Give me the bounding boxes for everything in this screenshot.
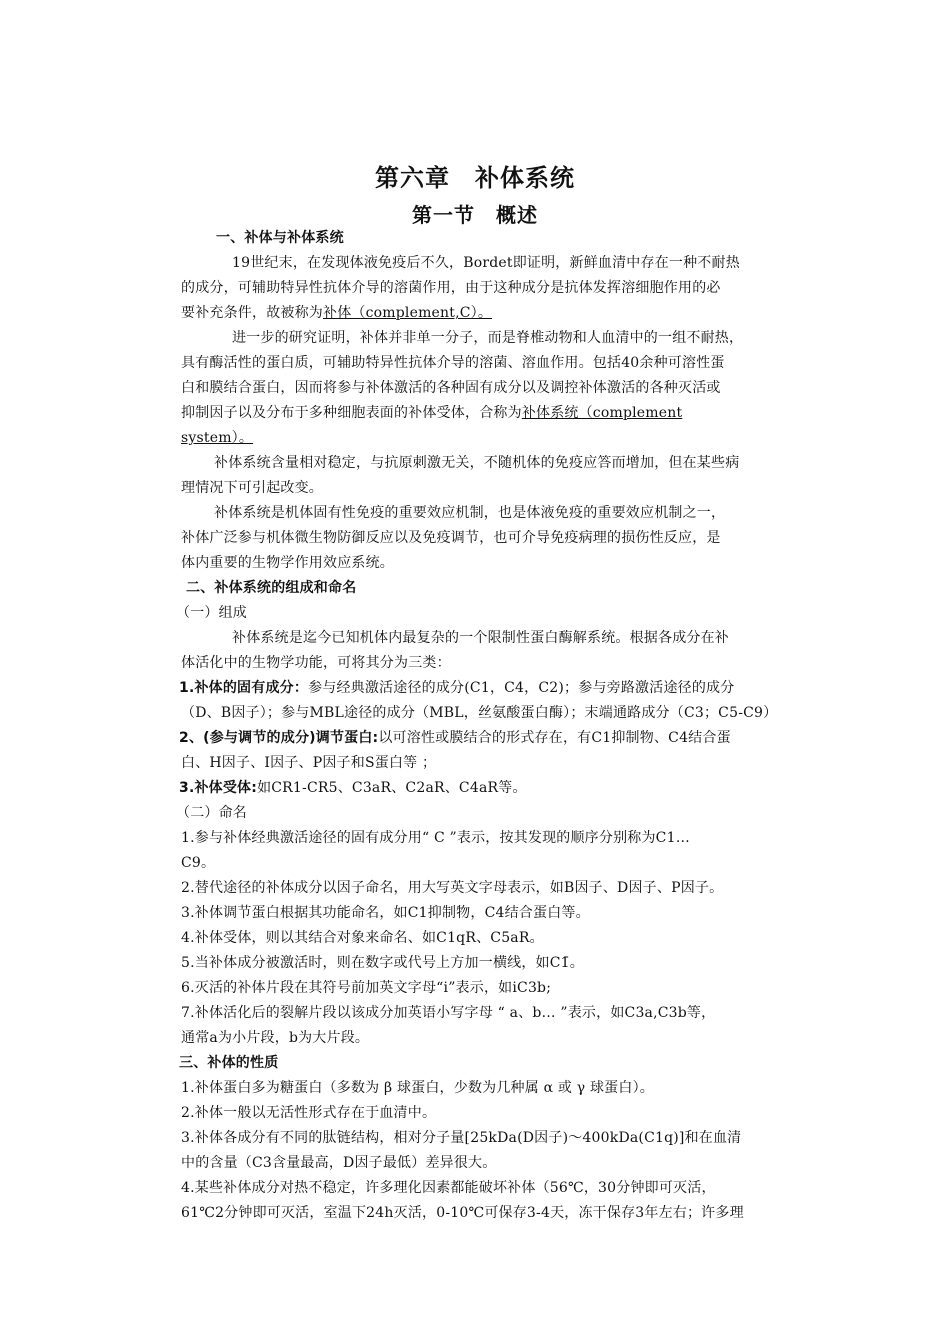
text-run: 要补充条件，故被称为 (181, 305, 323, 321)
paragraph-line (179, 679, 734, 697)
paragraph-line: （D、B因子）；参与MBL途径的成分（MBL，丝氨酸蛋白酶）；末端通路成分（C3；C5-C9） (181, 705, 778, 721)
paragraph-line (181, 304, 492, 322)
paragraph-line: 4.某些补体成分对热不稳定，许多理化因素都能破坏补体（56℃，30分钟即可灭活， (181, 1180, 716, 1196)
paragraph-line: 3.补体各成分有不同的肽链结构，相对分子量[25kDa(D因子)～400kDa(C1q)]和在血清 (181, 1130, 742, 1146)
paragraph-line: 1.参与补体经典激活途径的固有成分用“ C ”表示，按其发现的顺序分别称为C1… (181, 830, 690, 846)
paragraph-line: 5.当补体成分被激活时，则在数字或代号上方加一横线，如C1̄。 (181, 955, 584, 971)
paragraph-line: 具有酶活性的蛋白质，可辅助特异性抗体介导的溶菌、溶血作用。包括40余种可溶性蛋 (181, 355, 725, 371)
paragraph-line: 的成分，可辅助特异性抗体介导的溶菌作用，由于这种成分是抗体发挥溶细胞作用的必 (181, 280, 721, 296)
text-run: 参与经典激活途径的成分(C1，C4，C2)；参与旁路激活途径的成分 (308, 680, 735, 696)
text-run: 如CR1-CR5、C3aR、C2aR、C4aR等。 (257, 780, 527, 796)
paragraph-line (179, 779, 527, 797)
term-complement: 补体（complement,C）。 (323, 305, 493, 321)
text-run: 抑制因子以及分布于多种细胞表面的补体受体，合称为 (181, 405, 522, 421)
paragraph-line: 6.灭活的补体片段在其符号前加英文字母“i”表示，如iC3b; (181, 980, 552, 996)
paragraph-line: 理情况下可引起改变。 (181, 480, 323, 496)
paragraph-line: 补体系统含量相对稳定，与抗原刺激无关，不随机体的免疫应答而增加，但在某些病 (214, 455, 740, 471)
subheading: （二）命名 (176, 805, 247, 821)
text-run: 以可溶性或膜结合的形式存在，有C1抑制物、C4结合蛋 (378, 730, 731, 746)
paragraph-line: 4.补体受体，则以其结合对象来命名、如C1qR、C5aR。 (181, 930, 544, 946)
paragraph-line (179, 729, 731, 747)
paragraph-line: 19世纪末，在发现体液免疫后不久，Bordet即证明，新鲜血清中存在一种不耐热 (232, 255, 740, 271)
paragraph-line: 体内重要的生物学作用效应系统。 (181, 555, 394, 571)
paragraph-line: 61℃2分钟即可灭活，室温下24h灭活，0-10℃可保存3-4天，冻干保存3年左右；许多理 (181, 1205, 744, 1221)
paragraph-line: 补体广泛参与机体微生物防御反应以及免疫调节，也可介导免疫病理的损伤性反应，是 (181, 530, 721, 546)
paragraph-line: 补体系统是机体固有性免疫的重要效应机制，也是体液免疫的重要效应机制之一， (214, 505, 726, 521)
paragraph-line: 2.补体一般以无活性形式存在于血清中。 (181, 1105, 437, 1121)
paragraph-line: 7.补体活化后的裂解片段以该成分加英语小写字母 “ a、b… ”表示，如C3a,C3b等， (181, 1005, 716, 1021)
paragraph-line: 补体系统是迄今已知机体内最复杂的一个限制性蛋白酶解系统。根据各成分在补 (232, 630, 729, 646)
paragraph-line: 白、H因子、I因子、P因子和S蛋白等 ； (181, 755, 437, 771)
paragraph-line: 通常a为小片段，b为大片段。 (181, 1030, 370, 1046)
paragraph-line (181, 404, 682, 422)
bold-label: 1.补体的固有成分： (179, 680, 309, 696)
paragraph-line: 进一步的研究证明，补体并非单一分子，而是脊椎动物和人血清中的一组不耐热， (232, 330, 744, 346)
heading-3: 三、补体的性质 (179, 1055, 279, 1071)
paragraph-line: 2.替代途径的补体成分以因子命名，用大写英文字母表示，如B因子、D因子、P因子。 (181, 880, 724, 896)
paragraph-line: 白和膜结合蛋白，因而将参与补体激活的各种固有成分以及调控补体激活的各种灭活或 (181, 380, 721, 396)
paragraph-line: 3.补体调节蛋白根据其功能命名，如C1抑制物，C4结合蛋白等。 (181, 905, 590, 921)
subheading: （一）组成 (176, 605, 247, 621)
paragraph-line: C9。 (181, 855, 216, 871)
paragraph-line: system）。 (181, 430, 254, 446)
heading-1: 一、补体与补体系统 (216, 230, 344, 246)
chapter-title: 第六章 补体系统 (375, 164, 575, 192)
bold-label: 2、(参与调节的成分)调节蛋白: (179, 730, 379, 746)
paragraph-line: 1.补体蛋白多为糖蛋白（多数为 β 球蛋白，少数为几种属 α 或 γ 球蛋白）。 (181, 1080, 654, 1096)
section-title: 第一节 概述 (412, 203, 538, 227)
term-complement-system: 补体系统（complement (521, 405, 683, 421)
bold-label: 3.补体受体: (179, 780, 258, 796)
heading-2: 二、补体系统的组成和命名 (186, 580, 357, 596)
paragraph-line: 体活化中的生物学功能，可将其分为三类： (181, 655, 451, 671)
paragraph-line: 中的含量（C3含量最高，D因子最低）差异很大。 (181, 1155, 497, 1171)
